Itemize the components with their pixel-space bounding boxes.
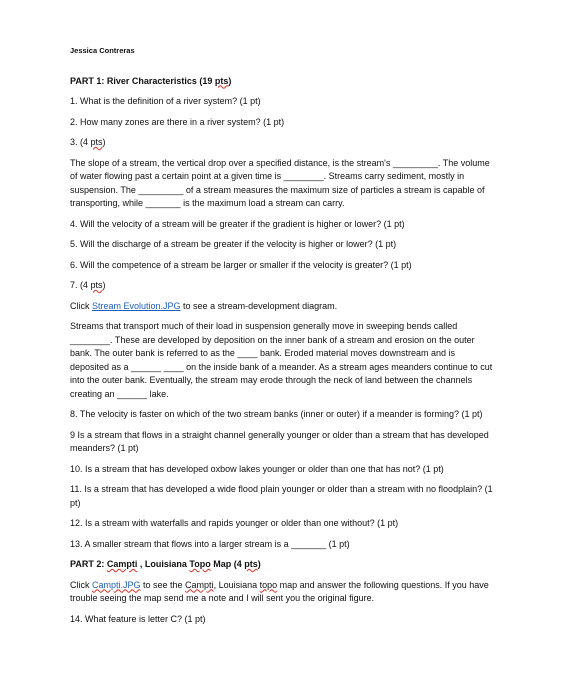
stream-evolution-instruction: Click Stream Evolution.JPG to see a stream-development diagram. — [70, 300, 338, 311]
campti-map-link[interactable]: Campti.JPG — [92, 579, 141, 590]
question-12: 12. Is a stream with waterfalls and rapids younger or older than one without? (1 pt) — [70, 518, 399, 528]
question-1: 1. What is the definition of a river system? (1 pt) — [70, 96, 261, 106]
question-9: 9 Is a stream that flows in a straight channel generally younger or older than a stream that has developed meanders? (1 pt) — [70, 429, 489, 453]
question-11: 11. Is a stream that has developed a wide flood plain younger or older than a stream with no floodplain? (1 pt) — [70, 484, 493, 508]
question-6: 6. Will the competence of a stream be larger or smaller if the velocity is greater? (1 pt) — [70, 259, 412, 270]
question-14: 14. What feature is letter C? (1 pt) — [70, 613, 206, 624]
part2-heading: PART 2: Campti , Louisiana Topo Map (4 pts) — [70, 559, 261, 569]
question-3: 3. (4 pts) — [70, 137, 106, 147]
paragraph-meanders: Streams that transport much of their load in suspension generally move in sweeping bends called ________. These are developed by deposition on the inner bank of a stream and erosion on the outer bank. The outer bank is referred to as the ____ bank. Eroded material moves downstream and is deposited as a ______ ____ on the inside bank of a meander. As a stream ages meanders continue to cut into the outer bank. Eventually, the stream may erode through the neck of land between the channels creating an ______ lake. — [70, 321, 493, 399]
author-name: Jessica Contreras — [70, 46, 135, 55]
question-7: 7. (4 pts) — [70, 280, 106, 290]
campti-map-instruction: Click Campti.JPG to see the Campti, Louisiana topo map and answer the following questions. If you have trouble seeing the map send me a note and I will sent you the original figure. — [70, 579, 489, 603]
part1-heading: PART 1: River Characteristics (19 pts) — [70, 75, 232, 86]
question-2: 2. How many zones are there in a river system? (1 pt) — [70, 116, 285, 127]
question-5: 5. Will the discharge of a stream be greater if the velocity is higher or lower? (1 pt) — [70, 239, 397, 249]
stream-evolution-link[interactable]: Stream Evolution.JPG — [92, 300, 181, 311]
question-4: 4. Will the velocity of a stream will be greater if the gradient is higher or lower? (1 pt) — [70, 218, 405, 229]
paragraph-stream-slope: The slope of a stream, the vertical drop over a specified distance, is the stream's _________. The volume of water flowing past a certain point at a given time is ________. Streams carry sediment, mostly in suspension. The _________ of a stream measures the maximum size of particles a stream is capable of transporting, while _______ is the maximum load a stream can carry. — [70, 157, 490, 208]
question-13: 13. A smaller stream that flows into a larger stream is a _______ (1 pt) — [70, 538, 350, 549]
question-10: 10. Is a stream that has developed oxbow lakes younger or older than one that has not? (1 pt) — [70, 463, 444, 474]
question-8: 8. The velocity is faster on which of the two stream banks (inner or outer) if a meander is forming? (1 pt) — [70, 409, 483, 419]
document-body — [70, 44, 496, 633]
